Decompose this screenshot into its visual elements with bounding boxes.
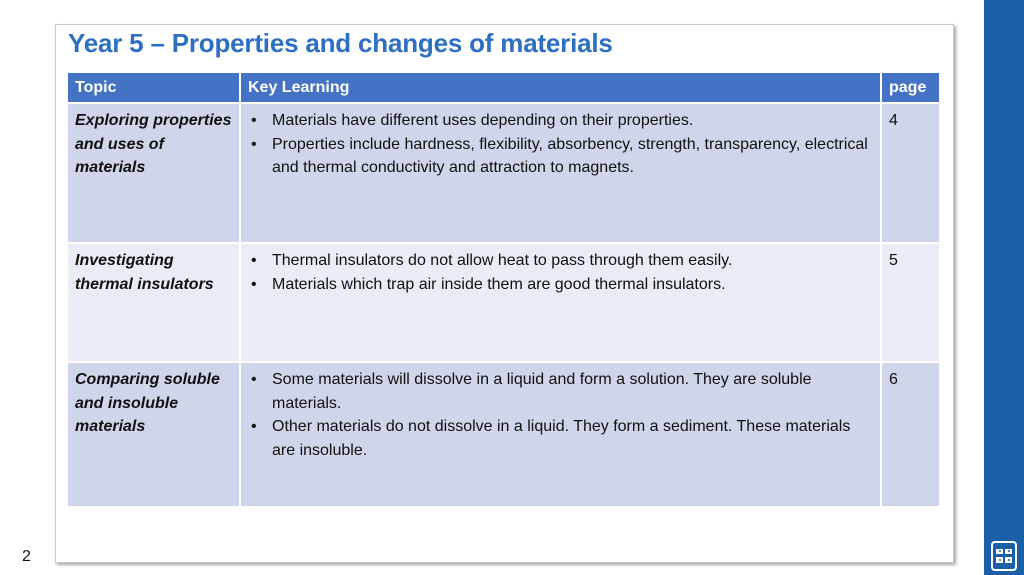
bullet-point: • Some materials will dissolve in a liquid and form a solution. They are soluble materials. bbox=[248, 368, 873, 415]
sidebar-bar bbox=[984, 0, 1024, 575]
page-cell: 5 bbox=[881, 243, 939, 362]
key-learning-table bbox=[68, 73, 939, 506]
bullet-point: • Other materials do not dissolve in a liquid. They form a sediment. These materials are insoluble. bbox=[248, 415, 873, 462]
key-learning-cell bbox=[240, 103, 881, 243]
key-learning-cell bbox=[240, 243, 881, 362]
header-topic: Topic bbox=[68, 73, 240, 103]
page-cell: 6 bbox=[881, 362, 939, 506]
page-cell: 4 bbox=[881, 103, 939, 243]
bullet-list bbox=[248, 249, 873, 296]
bullet-point: • Thermal insulators do not allow heat to pass through them easily. bbox=[248, 249, 873, 273]
bullet-list bbox=[248, 368, 873, 462]
bullet-list bbox=[248, 109, 873, 180]
key-learning-cell bbox=[240, 362, 881, 506]
topic-cell: Comparing soluble and insoluble materials bbox=[68, 362, 240, 506]
bullet-point: • Materials which trap air inside them are good thermal insulators. bbox=[248, 273, 873, 297]
table-row bbox=[68, 243, 939, 362]
header-page: page bbox=[881, 73, 939, 103]
table-row bbox=[68, 103, 939, 243]
page-number: 2 bbox=[22, 548, 31, 565]
topic-cell: Exploring properties and uses of materials bbox=[68, 103, 240, 243]
topic-cell: Investigating thermal insulators bbox=[68, 243, 240, 362]
table-header-row bbox=[68, 73, 939, 103]
bullet-point: • Properties include hardness, flexibility, absorbency, strength, transparency, electrical and thermal conductivity and attraction to magnets. bbox=[248, 133, 873, 180]
table-row bbox=[68, 362, 939, 506]
school-logo-icon bbox=[991, 541, 1017, 571]
header-key-learning: Key Learning bbox=[240, 73, 881, 103]
bullet-point: • Materials have different uses depending on their properties. bbox=[248, 109, 873, 133]
slide-title: Year 5 – Properties and changes of materials bbox=[68, 28, 613, 58]
